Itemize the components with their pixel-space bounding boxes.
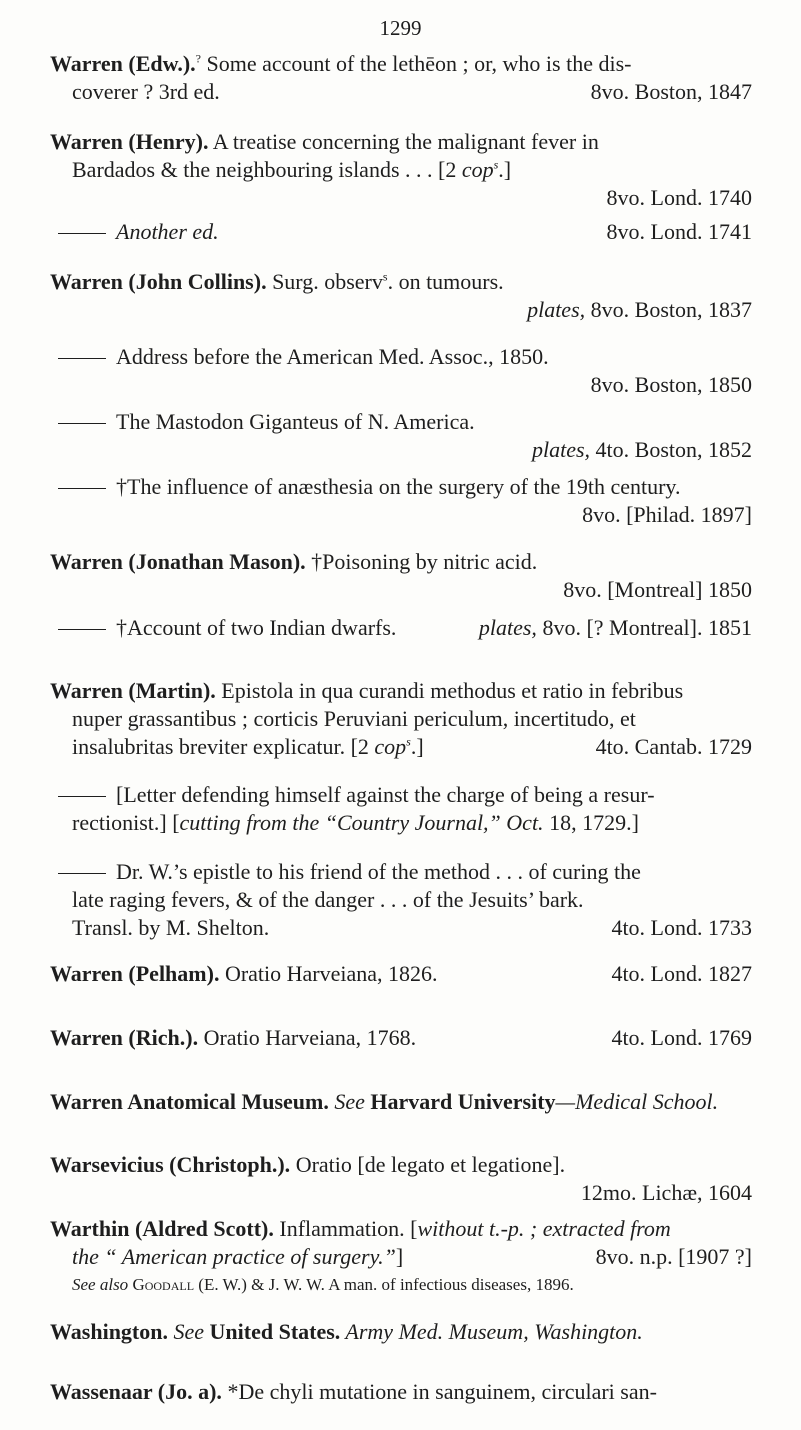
entry-warren-rich: Warren (Rich.). Oratio Harveiana, 1768. 4to. Lond. 1769 [50, 1025, 752, 1050]
entry-warren-anatomical-museum: Warren Anatomical Museum. See Harvard University—Medical School. [50, 1089, 719, 1114]
entry-warren-jonathan-mason: Warren (Jonathan Mason). †Poisoning by nitric acid. 8vo. [Montreal] 1850 [50, 549, 752, 602]
heading: Warren (Jonathan Mason). [50, 549, 306, 574]
heading: Wassenaar (Jo. a). [50, 1379, 222, 1404]
heading: Washington. [50, 1319, 168, 1344]
heading: Warren (John Collins). [50, 269, 267, 294]
entry-anaesthesia: †The influence of anæsthesia on the surgery of the 19th century. 8vo. [Philad. 1897] [50, 473, 752, 529]
page-number: 1299 [379, 16, 422, 40]
entry-warren-martin: Warren (Martin). Epistola in qua curandi methodus et ratio in febribus nuper grassantibus ; corticis Peruviani periculum, incertitudo, et insalubritas breviter explicatur. [2 cop$^s$.] 4to. Cantab. 1729 [50, 678, 752, 759]
entry-warren-henry: Warren (Henry). A treatise concerning the malignant fever in Bardados & the neighbouring islands . . . [2 cop$^s$.] 8vo. Lond. 1740 [50, 129, 752, 210]
heading: Warren (Rich.). [50, 1025, 199, 1050]
entry-indian-dwarfs: †Account of two Indian dwarfs. plates, 8vo. [? Montreal]. 1851 [50, 614, 752, 642]
heading: Warren (Pelham). [50, 961, 220, 986]
entry-address: Address before the American Med. Assoc., 1850. 8vo. Boston, 1850 [50, 343, 752, 399]
heading: Warthin (Aldred Scott). [50, 1216, 274, 1241]
heading: Warren (Edw.). [50, 51, 196, 76]
entry-warren-pelham: Warren (Pelham). Oratio Harveiana, 1826. 4to. Lond. 1827 [50, 961, 752, 986]
entry-warren-edw: Warren (Edw.).? Some account of the lethēon ; or, who is the dis- coverer ? 3rd ed. 8vo. Boston, 1847 [50, 51, 752, 104]
entry-warren-john-collins: Warren (John Collins). Surg. observ$^s$. on tumours. plates, 8vo. Boston, 1837 [50, 269, 752, 322]
entry-another-ed: Another ed. 8vo. Lond. 1741 [50, 218, 752, 246]
entry-mastodon: The Mastodon Giganteus of N. America. plates, 4to. Boston, 1852 [50, 408, 752, 464]
entry-warsevicius: Warsevicius (Christoph.). Oratio [de legato et legatione]. 12mo. Lichæ, 1604 [50, 1152, 752, 1205]
entry-epistle: Dr. W.’s epistle to his friend of the method . . . of curing the late raging fevers, & of the danger . . . of the Jesuits’ bark. Transl. by M. Shelton. 4to. Lond. 1733 [50, 858, 752, 942]
entry-warthin: Warthin (Aldred Scott). Inflammation. [without t.-p. ; extracted from the “ American practice of surgery.”] 8vo. n.p. [1907 ?] See also Goodall (E. W.) & J. W. W. A man. of infectious diseases, 1896. [50, 1216, 752, 1294]
heading: Warren (Martin). [50, 678, 216, 703]
heading: Warsevicius (Christoph.). [50, 1152, 291, 1177]
entry-wassenaar: Wassenaar (Jo. a). *De chyli mutatione in sanguinem, circulari san- [50, 1379, 657, 1404]
heading: Warren Anatomical Museum. [50, 1089, 329, 1114]
heading: Warren (Henry). [50, 129, 209, 154]
entry-washington: Washington. See United States. Army Med. Museum, Washington. [50, 1319, 643, 1344]
entry-letter-defending: [Letter defending himself against the charge of being a resur- rectionist.] [cutting from the “Country Journal,” Oct. 18, 1729.] [50, 781, 752, 837]
